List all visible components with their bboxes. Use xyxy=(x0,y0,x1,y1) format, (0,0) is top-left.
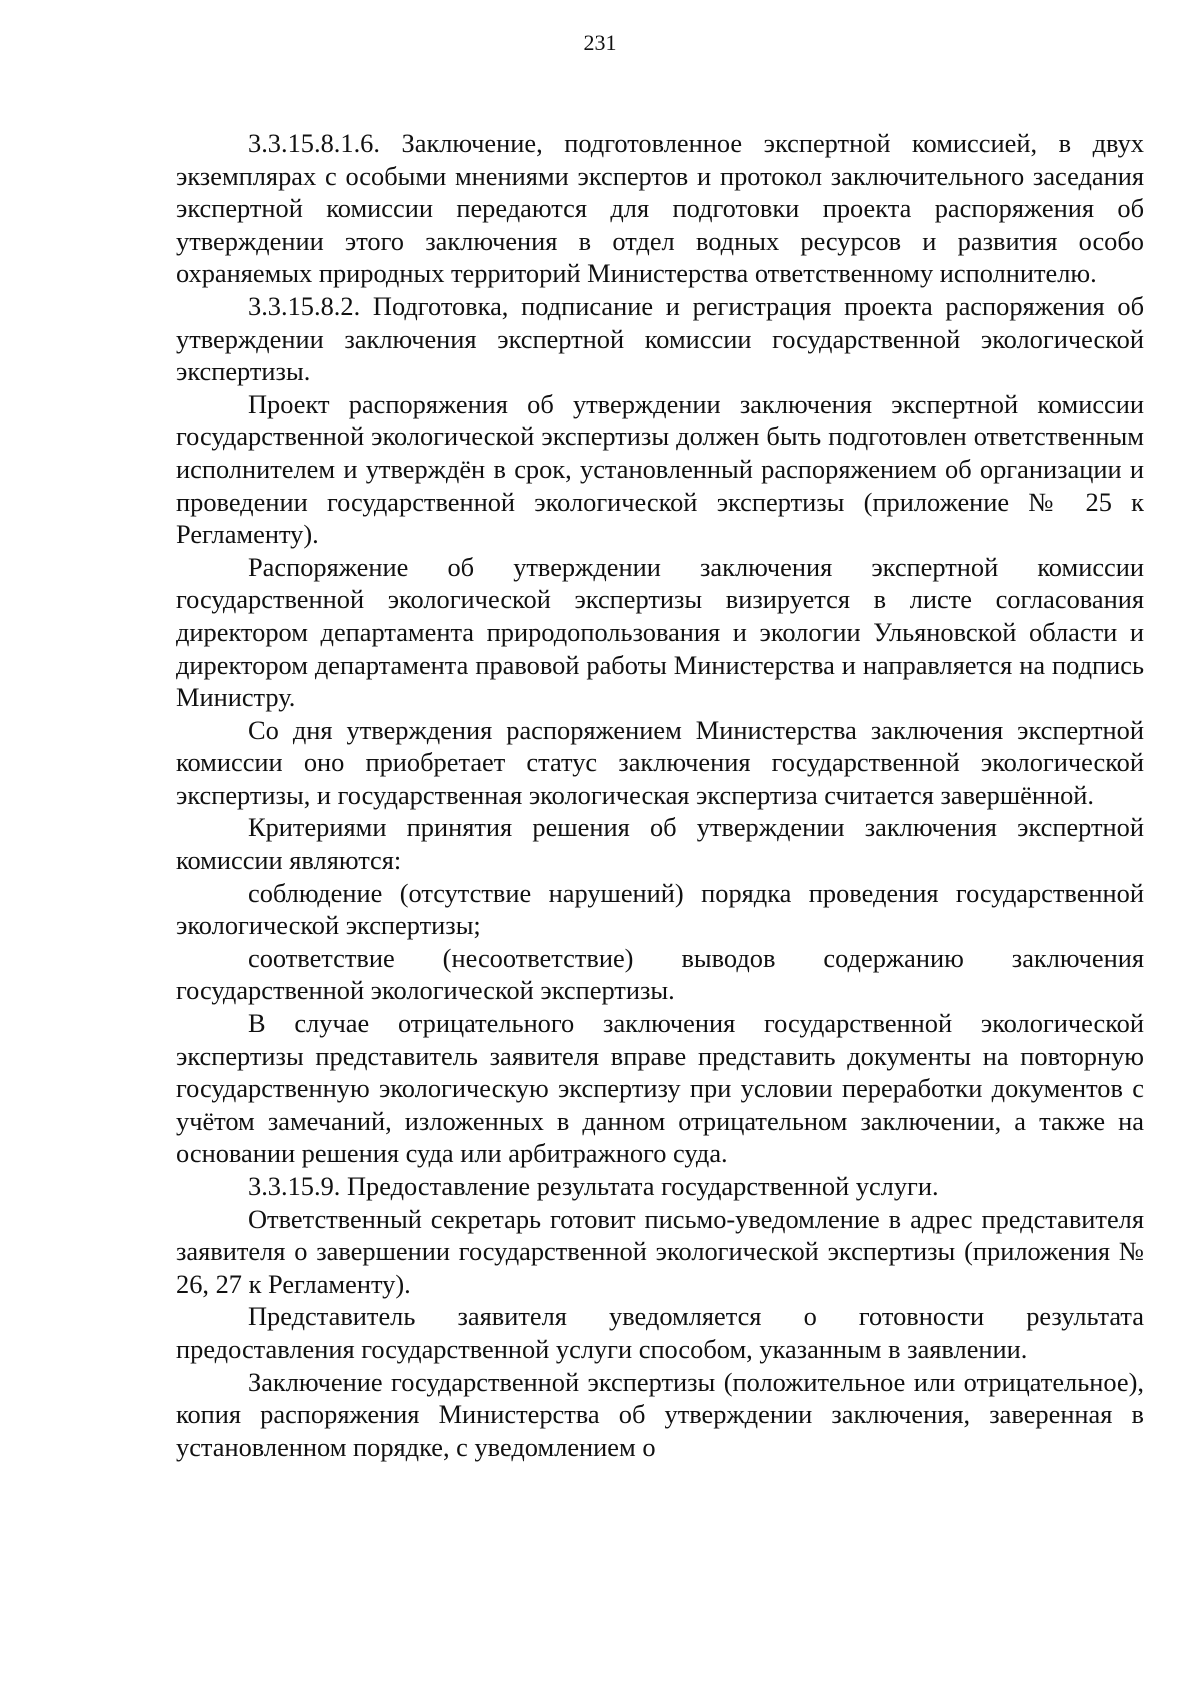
paragraph-3-3-15-8-1-6: 3.3.15.8.1.6. Заключение, подготовленное экспертной комиссией, в двух экземплярах с особыми мнениями экспертов и протокол заключительного заседания экспертной комиссии передаются для подготовки проекта распоряжения об утверждении этого заключения в отдел водных ресурсов и развития особо охраняемых природных территорий Министерства ответственному исполнителю. xyxy=(176,128,1144,289)
paragraph-project-order: Проект распоряжения об утверждении заключения экспертной комиссии государственной экологической экспертизы должен быть подготовлен ответственным исполнителем и утверждён в срок, установленный распоряжением об организации и проведении государственной экологической экспертизы (приложение № 25 к Регламенту). xyxy=(176,388,1144,550)
paragraph-3-3-15-8-2: 3.3.15.8.2. Подготовка, подписание и регистрация проекта распоряжения об утверждении заключения экспертной комиссии государственной экологической экспертизы. xyxy=(176,290,1144,387)
paragraph-order-approval: Распоряжение об утверждении заключения экспертной комиссии государственной экологической экспертизы визируется в листе согласования директором департамента природопользования и экологии Ульяновской области и директором департамента правовой работы Министерства и направляется на подпись Министру. xyxy=(176,551,1144,713)
paragraph-status: Со дня утверждения распоряжением Министерства заключения экспертной комиссии оно приобретает статус заключения государственной экологической экспертизы, и государственная экологическая экспертиза считается завершённой. xyxy=(176,714,1144,810)
paragraph-criteria: Критериями принятия решения об утверждении заключения экспертной комиссии являются: xyxy=(176,812,1144,876)
paragraph-secretary-letter: Ответственный секретарь готовит письмо-уведомление в адрес представителя заявителя о завершении государственной экологической экспертизы (приложения № 26, 27 к Регламенту). xyxy=(176,1203,1144,1299)
document-body xyxy=(176,127,1144,1463)
paragraph-conclusion-copy: Заключение государственной экспертизы (положительное или отрицательное), копия распоряжения Министерства об утверждении заключения, заверенная в установленном порядке, с уведомлением о xyxy=(176,1366,1144,1462)
page-number: 231 xyxy=(583,30,617,55)
paragraph-criterion-1: соблюдение (отсутствие нарушений) порядка проведения государственной экологической экспертизы; xyxy=(176,877,1144,941)
paragraph-criterion-2: соответствие (несоответствие) выводов содержанию заключения государственной экологической экспертизы. xyxy=(176,942,1144,1006)
paragraph-3-3-15-9: 3.3.15.9. Предоставление результата государственной услуги. xyxy=(248,1171,939,1201)
paragraph-applicant-notified: Представитель заявителя уведомляется о готовности результата предоставления государственной услуги способом, указанным в заявлении. xyxy=(176,1301,1144,1364)
paragraph-negative-conclusion: В случае отрицательного заключения государственной экологической экспертизы представитель заявителя вправе представить документы на повторную государственную экологическую экспертизу при условии переработки документов с учётом замечаний, изложенных в данном отрицательном заключении, а также на основании решения суда или арбитражного суда. xyxy=(176,1008,1144,1169)
